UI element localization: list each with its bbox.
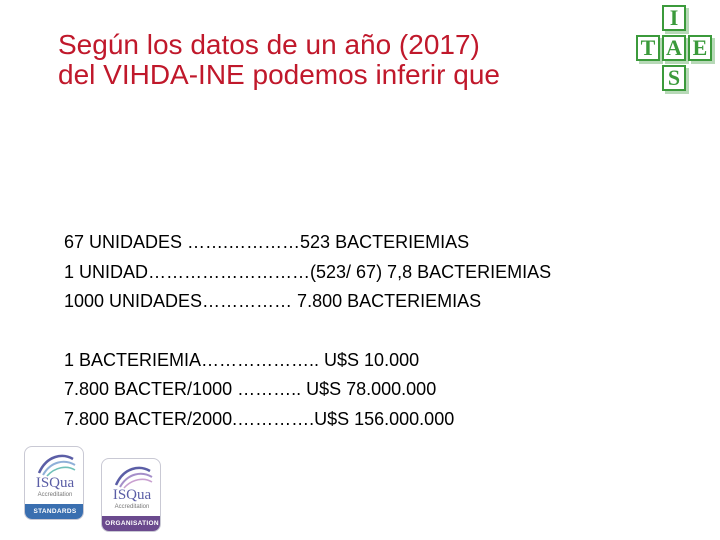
isqua-organisation-badge xyxy=(101,458,161,532)
slide-title-line-2: del VIHDA-INE podemos inferir que xyxy=(58,59,500,90)
logo-letter-a: A xyxy=(662,35,686,61)
logo-letter-t: T xyxy=(636,35,660,61)
cost-line-2: 7.800 BACTER/1000 ……….. U$S 78.000.000 xyxy=(64,379,437,399)
units-line-3: 1000 UNIDADES…………… 7.800 BACTERIEMIAS xyxy=(64,291,482,311)
units-line-2: 1 UNIDAD………………………(523/ 67) 7,8 BACTERIEMIAS xyxy=(64,261,552,282)
cost-line-1: 1 BACTERIEMIA……………….. U$S 10.000 xyxy=(64,349,420,370)
badge-brand: ISQua xyxy=(35,475,75,491)
badge-subtitle: Accreditation xyxy=(37,492,73,498)
badge-band: ORGANISATION xyxy=(102,516,161,531)
badge-band: STANDARDS xyxy=(25,504,84,519)
slide-title xyxy=(58,30,638,90)
badge-brand: ISQua xyxy=(112,487,152,503)
cost-line-3: 7.800 BACTER/2000.………….U$S 156.000.000 xyxy=(64,408,455,429)
logo-letter-i: I xyxy=(662,5,686,31)
slide-title-line-1: Según los datos de un año (2017) xyxy=(58,29,480,60)
spacer xyxy=(64,317,664,346)
badge-subtitle: Accreditation xyxy=(114,504,150,510)
units-line-1: 67 UNIDADES …….…………523 BACTERIEMIAS xyxy=(64,232,470,252)
iaes-logo xyxy=(632,5,718,97)
slide-body xyxy=(64,228,664,434)
logo-letter-e: E xyxy=(688,35,712,61)
isqua-standards-badge xyxy=(24,446,84,520)
logo-letter-s: S xyxy=(662,65,686,91)
